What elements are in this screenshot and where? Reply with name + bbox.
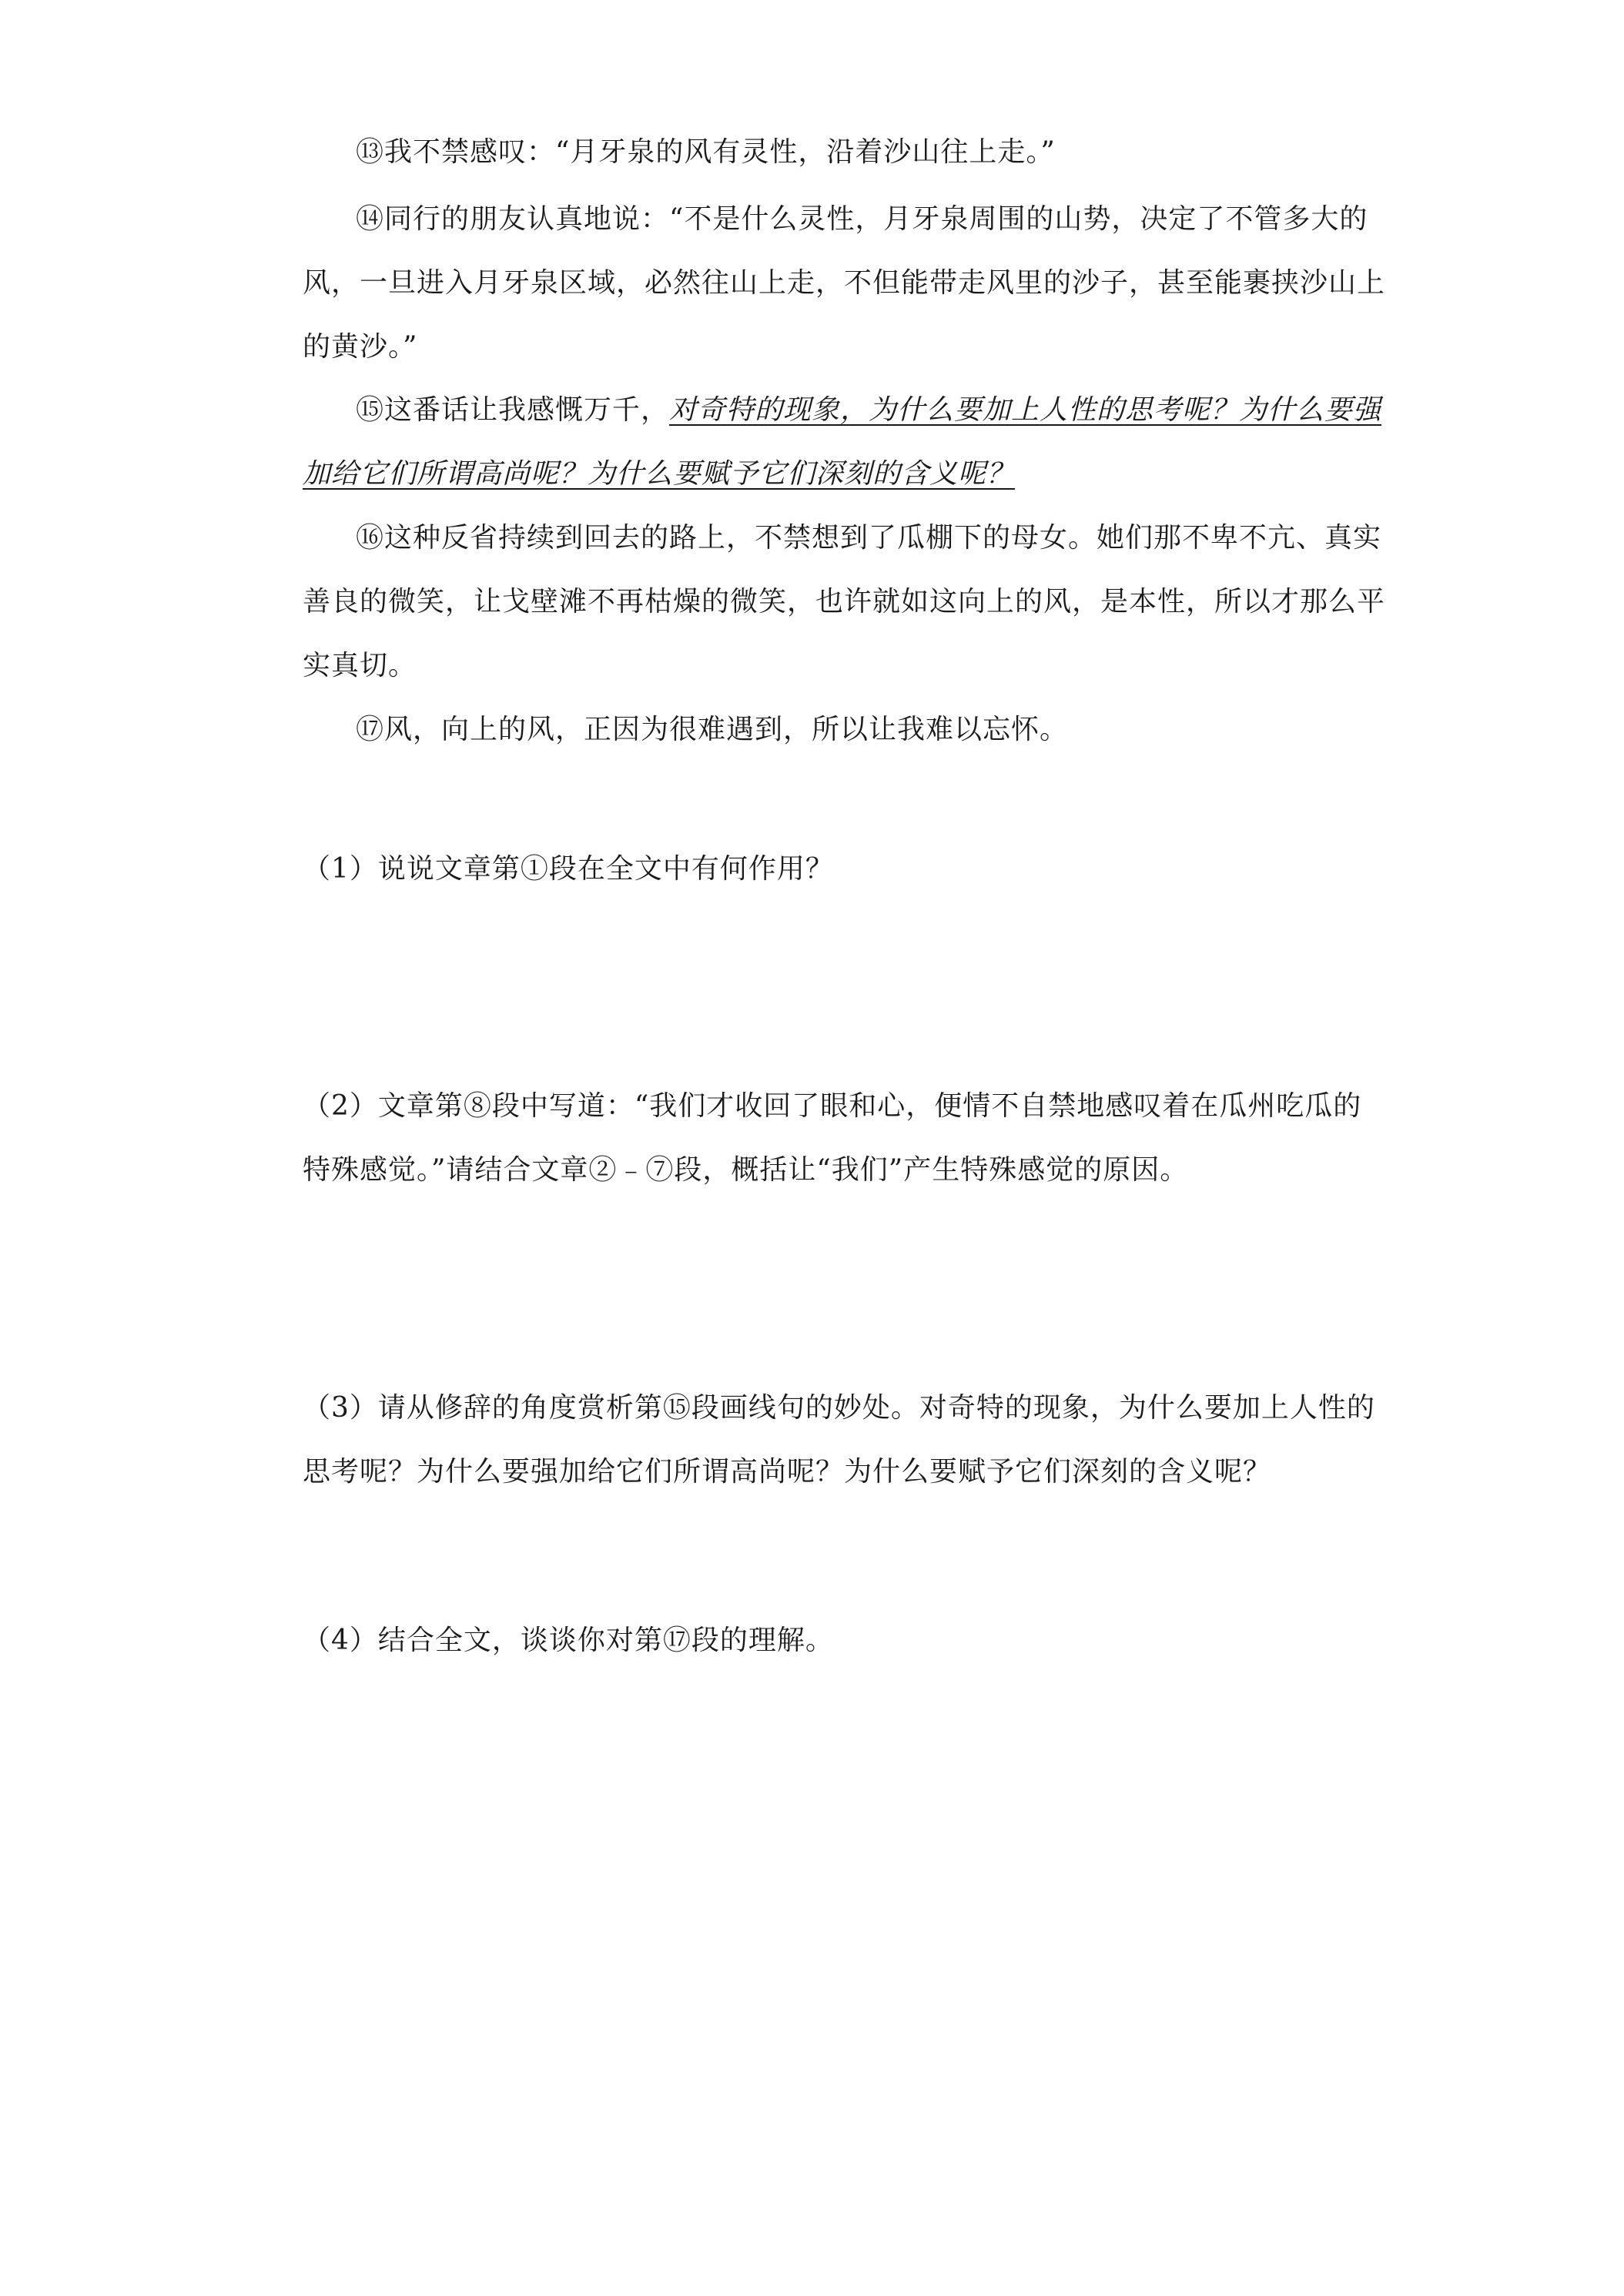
question-3-line-1: （3）请从修辞的角度赏析第⑮段画线句的妙处。对奇特的现象，为什么要加上人性的	[303, 1392, 1375, 1424]
underlined-sentence-part-1: 对奇特的现象，为什么要加上人性的思考呢？为什么要强	[669, 394, 1382, 426]
question-2-line-2: 特殊感觉。”请结合文章②﹣⑦段，概括让“我们”产生特殊感觉的原因。	[303, 1154, 1189, 1186]
paragraph-14-line-1: ⑭同行的朋友认真地说：“不是什么灵性，月牙泉周围的山势，决定了不管多大的	[356, 203, 1368, 235]
paragraph-16-line-1: ⑯这种反省持续到回去的路上，不禁想到了瓜棚下的母女。她们那不卑不亢、真实	[356, 522, 1382, 554]
question-1: （1）说说文章第①段在全文中有何作用？	[303, 853, 834, 885]
paragraph-14-line-3: 的黄沙。”	[303, 331, 418, 363]
paragraph-15-line-2	[303, 455, 1015, 494]
question-3-line-2: 思考呢？为什么要强加给它们所谓高尚呢？为什么要赋予它们深刻的含义呢？	[303, 1456, 1272, 1488]
paragraph-14-line-2: 风，一旦进入月牙泉区域，必然往山上走，不但能带走风里的沙子，甚至能裹挟沙山上	[303, 267, 1386, 299]
question-4: （4）结合全文，谈谈你对第⑰段的理解。	[303, 1625, 834, 1656]
question-2-line-1: （2）文章第⑧段中写道：“我们才收回了眼和心，便情不自禁地感叹着在瓜州吃瓜的	[303, 1090, 1362, 1122]
paragraph-15-lead: ⑮这番话让我感慨万千，	[356, 394, 670, 426]
paragraph-17: ⑰风，向上的风，正因为很难遇到，所以让我难以忘怀。	[356, 714, 1069, 745]
paragraph-16-line-3: 实真切。	[303, 650, 417, 681]
paragraph-15-line-1	[356, 391, 1381, 430]
underlined-sentence-part-2: 加给它们所谓高尚呢？为什么要赋予它们深刻的含义呢？	[303, 458, 1016, 490]
paragraph-16-line-2: 善良的微笑，让戈壁滩不再枯燥的微笑，也许就如这向上的风，是本性，所以才那么平	[303, 586, 1386, 618]
paragraph-13: ⑬我不禁感叹：“月牙泉的风有灵性，沿着沙山往上走。”	[356, 136, 1056, 168]
